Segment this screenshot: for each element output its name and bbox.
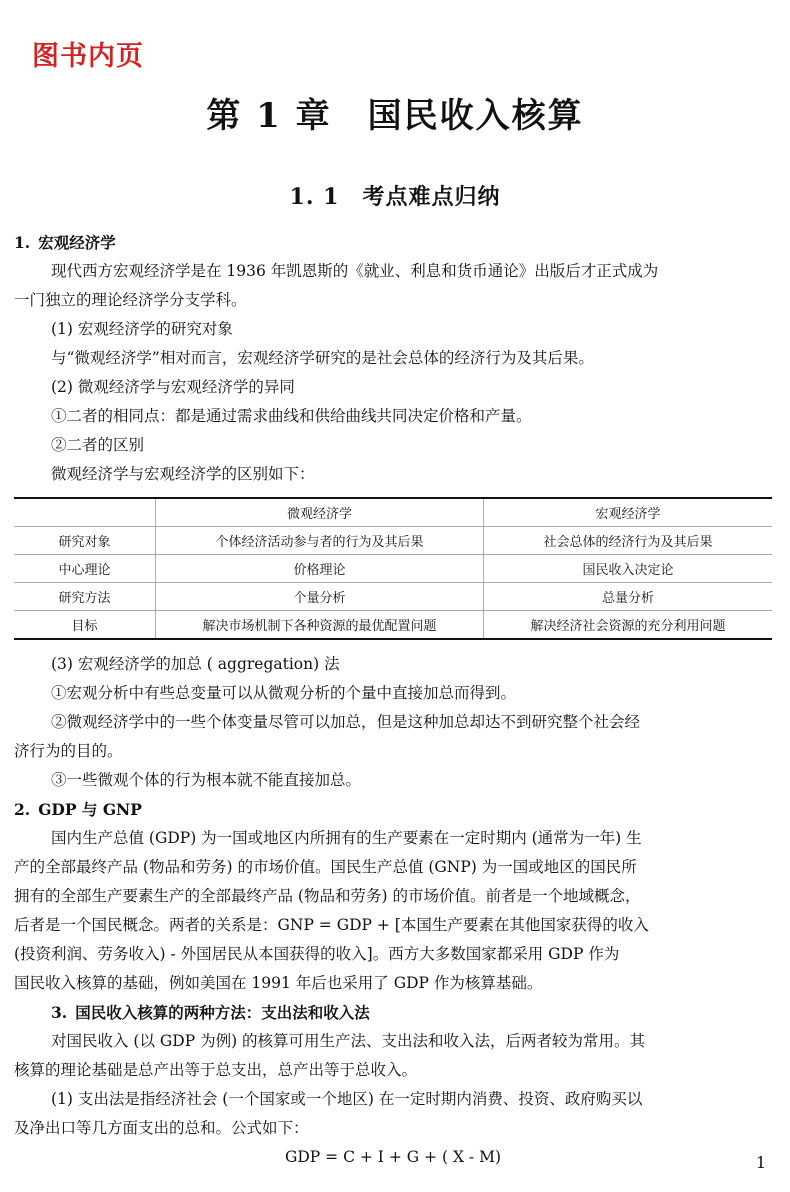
table-cell: 中心理论 — [14, 555, 156, 583]
paragraph-line: 对国民收入 (以 GDP 为例) 的核算可用生产法、支出法和收入法，后两者较为常用。其 — [51, 1032, 646, 1050]
comparison-table — [14, 497, 772, 640]
table-row — [14, 611, 772, 640]
heading-text: GDP 与 GNP — [38, 800, 142, 819]
table-cell: 个体经济活动参与者的行为及其后果 — [156, 527, 484, 555]
paragraph-line: ②二者的区别 — [51, 436, 145, 454]
paragraph-line: 国内生产总值 (GDP) 为一国或地区内所拥有的生产要素在一定时期内 (通常为一年) 生 — [51, 829, 642, 847]
paragraph-line: 国民收入核算的基础，例如美国在 1991 年后也采用了 GDP 作为核算基础。 — [14, 974, 543, 992]
heading-text: 国民收入核算的两种方法：支出法和收入法 — [75, 1003, 370, 1022]
heading-text: 宏观经济学 — [38, 233, 116, 252]
table-cell: 社会总体的经济行为及其后果 — [484, 527, 773, 555]
table-cell: 解决市场机制下各种资源的最优配置问题 — [156, 611, 484, 640]
paragraph-line: 产的全部最终产品 (物品和劳务) 的市场价值。国民生产总值 (GNP) 为一国或地区的国民所 — [14, 858, 637, 876]
table-header — [14, 498, 156, 527]
paragraph-line: 核算的理论基础是总产出等于总支出，总产出等于总收入。 — [14, 1061, 418, 1079]
paragraph-line: ①二者的相同点：都是通过需求曲线和供给曲线共同决定价格和产量。 — [51, 407, 532, 425]
paragraph-line: (1) 支出法是指经济社会 (一个国家或一个地区) 在一定时期内消费、投资、政府购买以 — [51, 1090, 643, 1108]
heading-number: 2. — [14, 800, 31, 819]
table-cell: 目标 — [14, 611, 156, 640]
table-cell: 国民收入决定论 — [484, 555, 773, 583]
table-header: 宏观经济学 — [484, 498, 773, 527]
paragraph-line: (投资利润、劳务收入) - 外国居民从本国获得的收入]。西方大多数国家都采用 GDP 作为 — [14, 945, 620, 963]
table-header-row — [14, 498, 772, 527]
table-cell: 研究对象 — [14, 527, 156, 555]
chapter-title: 第 1 章 国民收入核算 — [206, 96, 584, 136]
paragraph-line: 拥有的全部生产要素生产的全部最终产品 (物品和劳务) 的市场价值。前者是一个地域概念， — [14, 887, 641, 905]
formula: GDP = C + I + G + ( X - M) — [285, 1148, 501, 1166]
paragraph-line: 一门独立的理论经济学分支学科。 — [14, 291, 247, 309]
paragraph-line: 及净出口等几方面支出的总和。公式如下： — [14, 1119, 309, 1137]
table-cell: 价格理论 — [156, 555, 484, 583]
table-row — [14, 527, 772, 555]
paragraph-line: (1) 宏观经济学的研究对象 — [51, 320, 233, 338]
paragraph-line: 济行为的目的。 — [14, 742, 123, 760]
table-cell: 研究方法 — [14, 583, 156, 611]
section-title: 1. 1 考点难点归纳 — [289, 184, 501, 210]
page-number: 1 — [755, 1153, 766, 1172]
table-header: 微观经济学 — [156, 498, 484, 527]
book-page-tag: 图书内页 — [32, 41, 144, 72]
paragraph-line: (2) 微观经济学与宏观经济学的异同 — [51, 378, 295, 396]
table-row — [14, 583, 772, 611]
paragraph-line: (3) 宏观经济学的加总 ( aggregation) 法 — [51, 655, 340, 673]
paragraph-line: ③一些微观个体的行为根本就不能直接加总。 — [51, 771, 362, 789]
paragraph-line: ②微观经济学中的一些个体变量尽管可以加总，但是这种加总却达不到研究整个社会经 — [51, 713, 641, 731]
table-cell: 解决经济社会资源的充分利用问题 — [484, 611, 773, 640]
heading-number: 1. — [14, 233, 31, 252]
heading-3 — [14, 998, 772, 1027]
paragraph-line: ①宏观分析中有些总变量可以从微观分析的个量中直接加总而得到。 — [51, 684, 517, 702]
table-cell: 个量分析 — [156, 583, 484, 611]
table-row — [14, 555, 772, 583]
paragraph-line: 微观经济学与宏观经济学的区别如下： — [51, 465, 315, 483]
paragraph-line: 后者是一个国民概念。两者的关系是：GNP = GDP + [本国生产要素在其他国家获得的收入 — [14, 916, 649, 934]
heading-number: 3. — [51, 1003, 68, 1022]
paragraph-line: 与“微观经济学”相对而言，宏观经济学研究的是社会总体的经济行为及其后果。 — [51, 349, 594, 367]
table-cell: 总量分析 — [484, 583, 773, 611]
heading-1 — [14, 228, 772, 257]
heading-2 — [14, 795, 772, 824]
paragraph-line: 现代西方宏观经济学是在 1936 年凯恩斯的《就业、利息和货币通论》出版后才正式成为 — [51, 262, 659, 280]
main-content — [14, 228, 772, 1172]
